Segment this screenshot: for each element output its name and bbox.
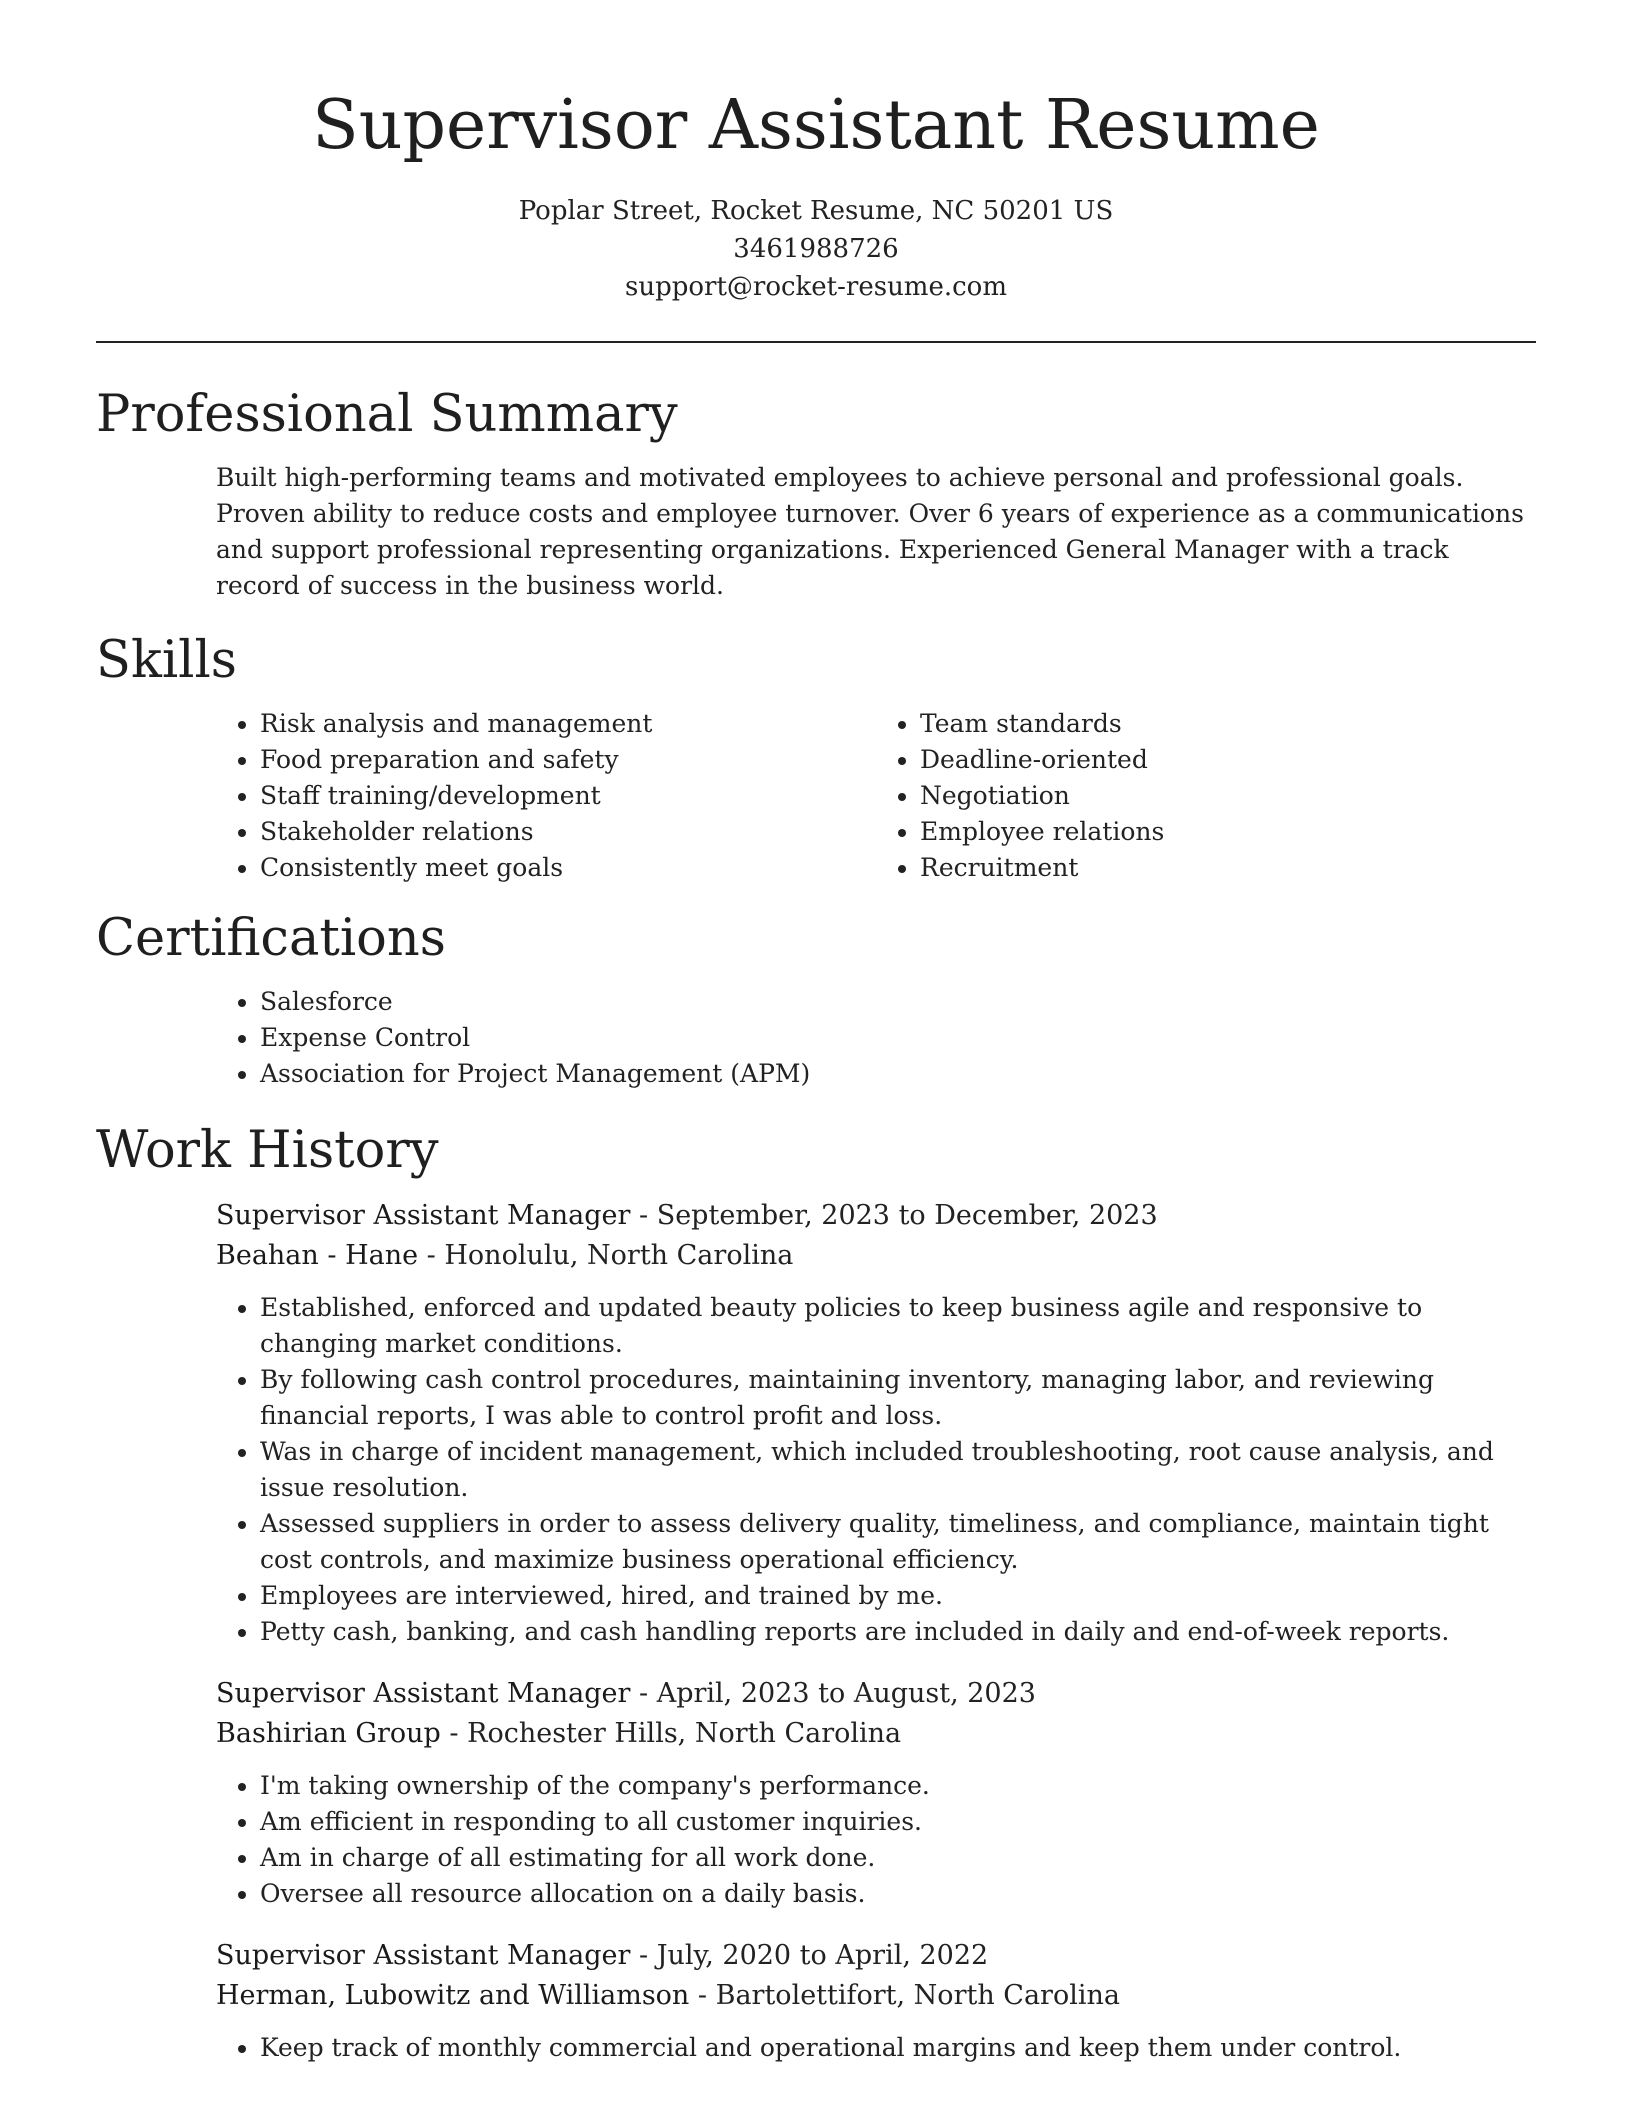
job-bullet: • Was in charge of incident management, which included troubleshooting, root cause analysis, and issue resolution. [260, 1434, 1536, 1506]
skill-item: • Team standards [920, 706, 1536, 742]
skill-item: • Staff training/development [260, 778, 876, 814]
job-bullet: • Am efficient in responding to all customer inquiries. [260, 1804, 1536, 1840]
job-bullet: • Am in charge of all estimating for all work done. [260, 1840, 1536, 1876]
job-location: - Bartolettifort, North Carolina [689, 1980, 1120, 2011]
phone: 3461988726 [733, 234, 899, 264]
resume-title: Supervisor Assistant Resume [312, 86, 1320, 165]
header-divider [96, 341, 1536, 343]
job-company: Bashirian Group [216, 1718, 441, 1749]
skills-heading: Skills [96, 631, 237, 690]
job-bullet: • Assessed suppliers in order to assess delivery quality, timeliness, and compliance, maintain tight cost controls, and maximize business operational efficiency. [260, 1506, 1536, 1578]
job-location: - Honolulu, North Carolina [418, 1240, 794, 1271]
job-bullet: • Oversee all resource allocation on a daily basis. [260, 1876, 1536, 1912]
certifications-heading: Certifications [96, 909, 446, 968]
job-position: Supervisor Assistant Manager [216, 1678, 631, 1709]
certifications-list [216, 984, 1536, 1092]
job-company-line [216, 1976, 1536, 2016]
job-entry [216, 1196, 1536, 1650]
certification-item: • Association for Project Management (APM) [260, 1056, 1536, 1092]
skill-item: • Risk analysis and management [260, 706, 876, 742]
job-company-line [216, 1714, 1536, 1754]
job-bullet: • Petty cash, banking, and cash handling reports are included in daily and end-of-week reports. [260, 1614, 1536, 1650]
skill-item: • Food preparation and safety [260, 742, 876, 778]
job-dates: - September, 2023 to December, 2023 [630, 1200, 1158, 1231]
skill-item: • Deadline-oriented [920, 742, 1536, 778]
skill-item: • Consistently meet goals [260, 850, 876, 886]
skill-item: • Negotiation [920, 778, 1536, 814]
certification-item: • Expense Control [260, 1020, 1536, 1056]
skill-item: • Recruitment [920, 850, 1536, 886]
email: support@rocket-resume.com [624, 272, 1007, 302]
job-position: Supervisor Assistant Manager [216, 1200, 631, 1231]
job-bullet: • Established, enforced and updated beauty policies to keep business agile and responsive to changing market conditions. [260, 1290, 1536, 1362]
job-dates: - April, 2023 to August, 2023 [630, 1678, 1036, 1709]
summary-section [96, 370, 1536, 604]
job-entry [216, 1674, 1536, 1912]
work-history-heading: Work History [96, 1121, 439, 1180]
address: Poplar Street, Rocket Resume, NC 50201 US [518, 196, 1114, 226]
work-history-section [96, 1106, 1536, 2066]
skill-item: • Stakeholder relations [260, 814, 876, 850]
certification-item: • Salesforce [260, 984, 1536, 1020]
skills-columns [216, 706, 1536, 886]
contact-block [0, 192, 1632, 306]
summary-heading: Professional Summary [96, 385, 678, 444]
skills-right-list [876, 706, 1536, 886]
job-bullets [216, 1290, 1536, 1650]
job-position: Supervisor Assistant Manager [216, 1940, 631, 1971]
job-dates: - July, 2020 to April, 2022 [630, 1940, 989, 1971]
resume-content [96, 370, 1536, 2090]
skills-section [96, 616, 1536, 886]
job-bullet: • I'm taking ownership of the company's performance. [260, 1768, 1536, 1804]
summary-text: Built high-performing teams and motivated employees to achieve personal and professional goals. Proven ability to reduce costs and employee turnover. Over 6 years of experience as a communications and support professional representing organizations. Experienced General Manager with a track record of success in the business world. [216, 463, 1524, 600]
job-bullet: • By following cash control procedures, maintaining inventory, managing labor, and reviewing financial reports, I was able to control profit and loss. [260, 1362, 1536, 1434]
job-title-line [216, 1196, 1536, 1236]
job-location: - Rochester Hills, North Carolina [440, 1718, 902, 1749]
job-entry [216, 1936, 1536, 2066]
job-title-line [216, 1936, 1536, 1976]
resume-header [0, 0, 1632, 306]
certifications-section [96, 894, 1536, 1092]
job-company-line [216, 1236, 1536, 1276]
job-bullet: • Keep track of monthly commercial and operational margins and keep them under control. [260, 2030, 1536, 2066]
job-bullet: • Employees are interviewed, hired, and trained by me. [260, 1578, 1536, 1614]
job-company: Beahan - Hane [216, 1240, 419, 1271]
job-company: Herman, Lubowitz and Williamson [216, 1980, 690, 2011]
job-bullets [216, 1768, 1536, 1912]
job-bullets [216, 2030, 1536, 2066]
skills-left-list [216, 706, 876, 886]
skill-item: • Employee relations [920, 814, 1536, 850]
job-title-line [216, 1674, 1536, 1714]
